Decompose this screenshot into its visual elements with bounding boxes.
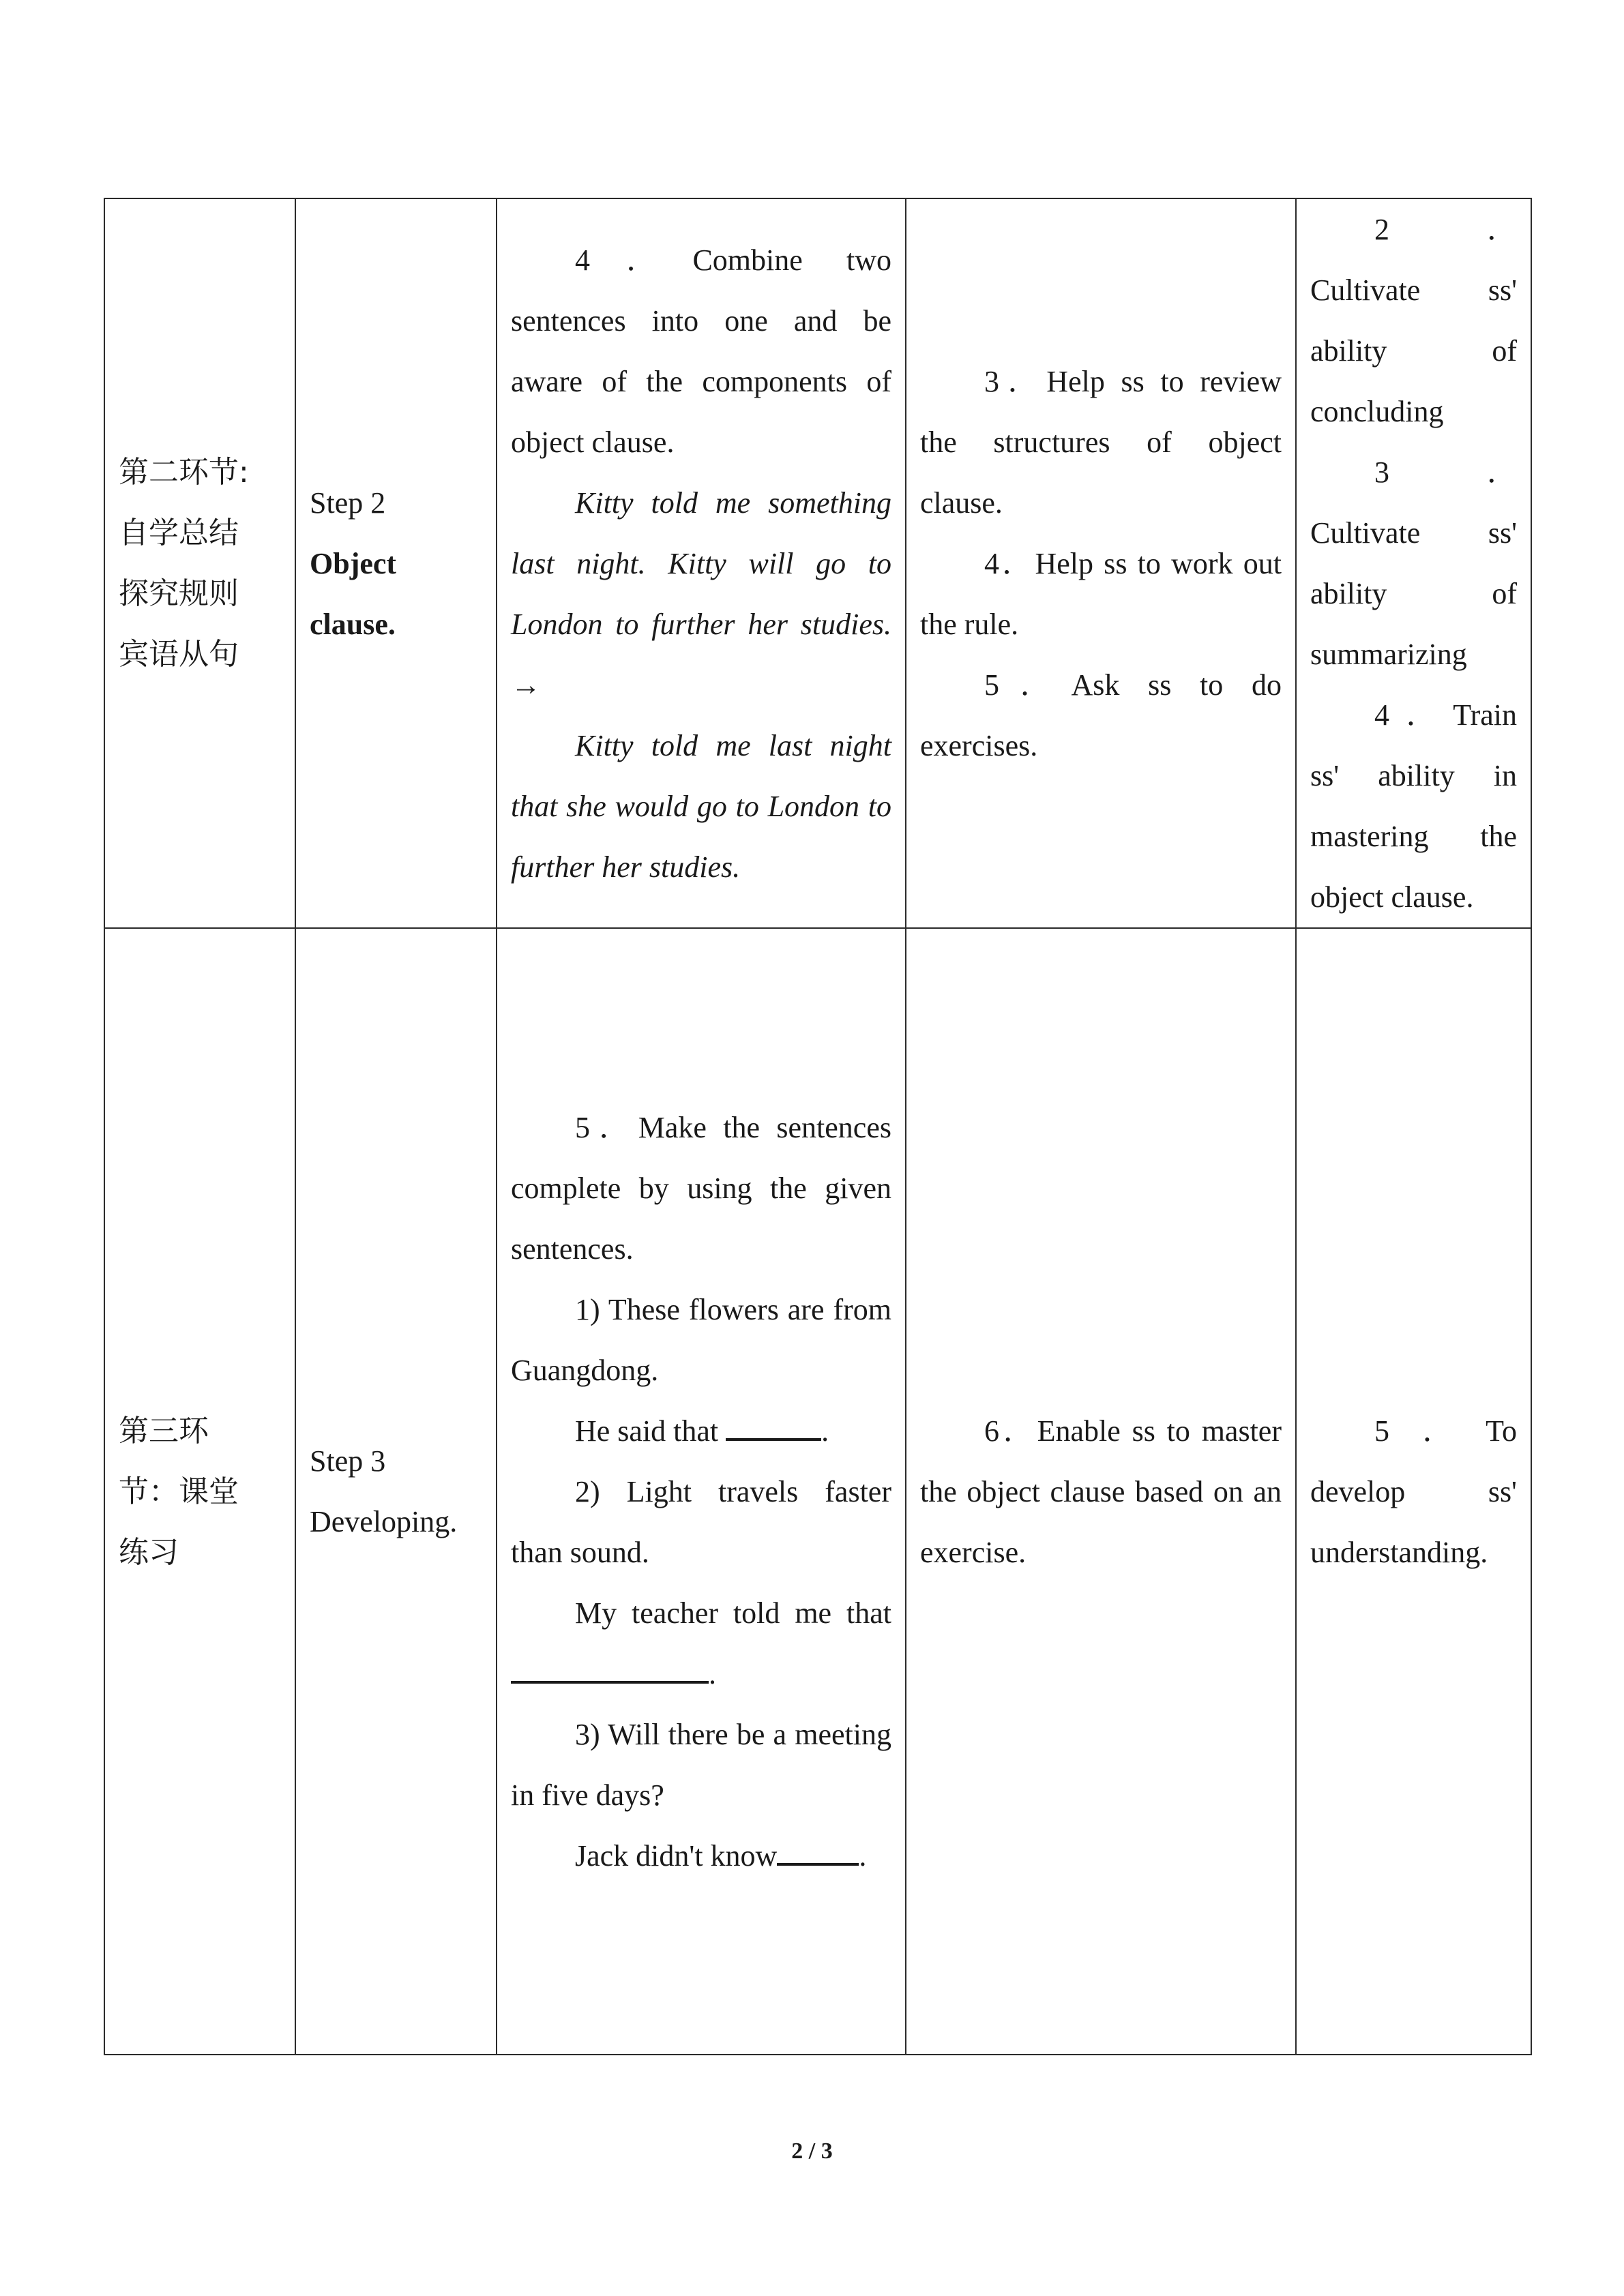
table-row	[104, 198, 1531, 928]
exercise-given: 1) These flowers are from Guangdong.	[511, 1292, 891, 1387]
teacher-activity-item: 3．Help ss to review the structures of object clause.	[920, 364, 1282, 520]
step-label: Step 2	[310, 486, 386, 520]
teacher-activity-item: 5．Ask ss to do exercises.	[920, 668, 1282, 762]
aim-cell	[1296, 928, 1531, 2055]
lesson-plan-table	[104, 198, 1532, 2055]
aim-item: 5．To develop ss' understanding.	[1310, 1414, 1517, 1569]
exercise-prompt: Jack didn't know .	[511, 1825, 891, 1886]
aim-item: 2．Cultivate ss' ability of concluding	[1310, 213, 1517, 428]
exercise-given: 2) Light travels faster than sound.	[511, 1474, 891, 1569]
step-cell	[295, 928, 497, 2055]
answer-blank	[777, 1829, 859, 1866]
example-sentences: Kitty told me something last night. Kitty will go to London to further her studies. →	[511, 486, 891, 702]
exercise-prompt: My teacher told me that .	[511, 1583, 891, 1704]
student-activity-cell	[497, 198, 906, 928]
page-number: 2 / 3	[791, 2138, 833, 2164]
aim-cell	[1296, 198, 1531, 928]
activity-instruction: 5．Make the sentences complete by using the given sentences.	[511, 1110, 891, 1266]
exercise-given: 3) Will there be a meeting in five days?	[511, 1717, 891, 1812]
step-cell	[295, 198, 497, 928]
teacher-activity-cell	[906, 198, 1296, 928]
answer-blank	[511, 1647, 709, 1684]
step-label: Step 3	[310, 1444, 386, 1478]
step-title: Object clause.	[310, 546, 397, 641]
activity-instruction: 4．Combine two sentences into one and be aware of the components of object clause.	[511, 243, 891, 459]
stage-cell	[104, 928, 295, 2055]
table-row	[104, 928, 1531, 2055]
stage-cell	[104, 198, 295, 928]
exercise-prompt: He said that .	[511, 1401, 891, 1461]
step-title: Developing.	[310, 1505, 458, 1538]
teacher-activity-item: 4．Help ss to work out the rule.	[920, 546, 1282, 641]
example-answer: Kitty told me last night that she would go to London to further her studies.	[511, 728, 891, 884]
answer-blank	[726, 1404, 821, 1441]
student-activity-cell	[497, 928, 906, 2055]
aim-item: 3．Cultivate ss' ability of summarizing	[1310, 456, 1517, 671]
teacher-activity-item: 6．Enable ss to master the object clause based on an exercise.	[920, 1414, 1282, 1569]
teacher-activity-cell	[906, 928, 1296, 2055]
stage-label: 第三环 节：课堂 练习	[119, 1413, 239, 1570]
aim-item: 4．Train ss' ability in mastering the object clause.	[1310, 698, 1517, 914]
stage-label: 第二环节: 自学总结 探究规则 宾语从句	[119, 455, 249, 672]
